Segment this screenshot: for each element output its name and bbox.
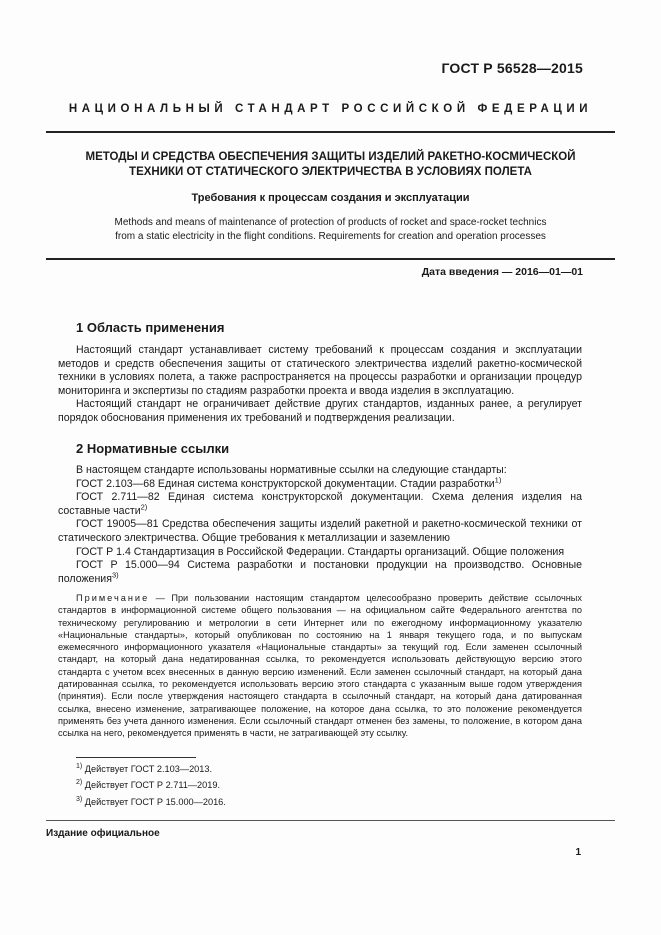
title-line: ТЕХНИКИ ОТ СТАТИЧЕСКОГО ЭЛЕКТРИЧЕСТВА В УСЛОВИЯХ ПОЛЕТА	[129, 166, 532, 178]
note-lead: Примечание	[76, 593, 150, 603]
title-bottom-rule	[46, 258, 615, 260]
standard-code: ГОСТ Р 56528—2015	[441, 60, 583, 76]
footnote: $^{1)}$ Действует ГОСТ 2.103—2013.	[76, 762, 213, 774]
paragraph: Настоящий стандарт не ограничивает действие других стандартов, изданных ранее, а регулирует порядок обоснования применения их требований и подтверждения реализации.	[58, 398, 582, 424]
introduction-date: Дата введения — 2016—01—01	[421, 266, 583, 278]
reference-item: ГОСТ 2.711—82 Единая система конструкторской документации. Схема деления изделия на составные части$^{2)}$	[58, 491, 582, 517]
references-note	[58, 592, 582, 740]
references-intro: В настоящем стандарте использованы нормативные ссылки на следующие стандарты:	[76, 464, 507, 476]
section-heading-scope: 1 Область применения	[76, 320, 225, 335]
footnote: $^{3)}$ Действует ГОСТ Р 15.000—2016.	[76, 795, 226, 807]
top-rule	[46, 131, 615, 133]
footnote-mark: 1)	[494, 475, 502, 485]
reference-item: ГОСТ Р 1.4 Стандартизация в Российской Федерации. Стандарты организаций. Общие положения	[76, 545, 565, 558]
section-scope-body	[58, 344, 582, 426]
reference-item: ГОСТ 19005—81 Средства обеспечения защиты изделий ракетной и ракетно-космической техники от статического электричества. Общие требования к металлизации и заземлению	[58, 518, 582, 544]
page-number: 1	[575, 847, 581, 858]
english-title-line: from a static electricity in the flight conditions. Requirements for creation and operation processes	[115, 231, 546, 242]
english-title	[46, 216, 615, 244]
edition-label: Издание официальное	[46, 828, 160, 839]
footer-rule	[46, 820, 615, 821]
footnote-rule	[76, 757, 196, 758]
document-title	[46, 150, 615, 180]
document-subtitle: Требования к процессам создания и эксплуатации	[191, 192, 470, 204]
reference-item: ГОСТ Р 15.000—94 Система разработки и постановки продукции на производство. Основные положения$^{3)}$	[58, 559, 582, 585]
national-standard-banner: НАЦИОНАЛЬНЫЙ СТАНДАРТ РОССИЙСКОЙ ФЕДЕРАЦИИ	[68, 103, 593, 115]
paragraph: Настоящий стандарт устанавливает систему требований к процессам создания и эксплуатации методов и средств обеспечения защиты от статического электричества изделий ракетно-космической техники в условиях полета, а также распространяется на процессы разработки и организации процедур мониторинга и экспертизы по стадиям разработки проекта и ввода изделия в эксплуатацию.	[58, 344, 582, 397]
footnote: $^{2)}$ Действует ГОСТ Р 2.711—2019.	[76, 778, 221, 790]
section-heading-references: 2 Нормативные ссылки	[76, 441, 230, 456]
reference-item: ГОСТ 2.103—68 Единая система конструкторской документации. Стадии разработки$^{1)}$	[76, 475, 502, 490]
english-title-line: Methods and means of maintenance of protection of products of rocket and space-rocket technics	[114, 217, 547, 228]
title-line: МЕТОДЫ И СРЕДСТВА ОБЕСПЕЧЕНИЯ ЗАЩИТЫ ИЗДЕЛИЙ РАКЕТНО-КОСМИЧЕСКОЙ	[85, 151, 576, 163]
footnote-mark: 2)	[140, 502, 148, 512]
note-text: — При пользовании настоящим стандартом целесообразно проверить действие ссылочных стандартов в информационной системе общего пользования — на официальном сайте Федерального агентства по техническому регулированию и метрологии в сети Интернет или по ежегодному информационному указателю «Национальные стандарты», который опубликован по состоянию на 1 января текущего года, и по выпускам ежемесячного информационного указателя «Национальные стандарты» за текущий год. Если заменен ссылочный стандарт, на который дана недатированная ссылка, то рекомендуется использовать действующую версию этого стандарта с учетом всех внесенных в данную версию изменений. Если заменен ссылочный стандарт, на который дана датированная ссылка, то рекомендуется использовать версию этого стандарта с указанным выше годом утверждения (принятия). Если после утверждения настоящего стандарта в ссылочный стандарт, на который дана датированная ссылка, внесено изменение, затрагивающее положение, на которое дана ссылка, то это положение рекомендуется применять без учета данного изменения. Если ссылочный стандарт отменен без замены, то положение, в котором дана ссылка на него, рекомендуется применять в части, не затрагивающей эту ссылку.	[58, 593, 582, 739]
normative-references	[58, 464, 582, 586]
footnote-mark: 3)	[111, 570, 119, 580]
